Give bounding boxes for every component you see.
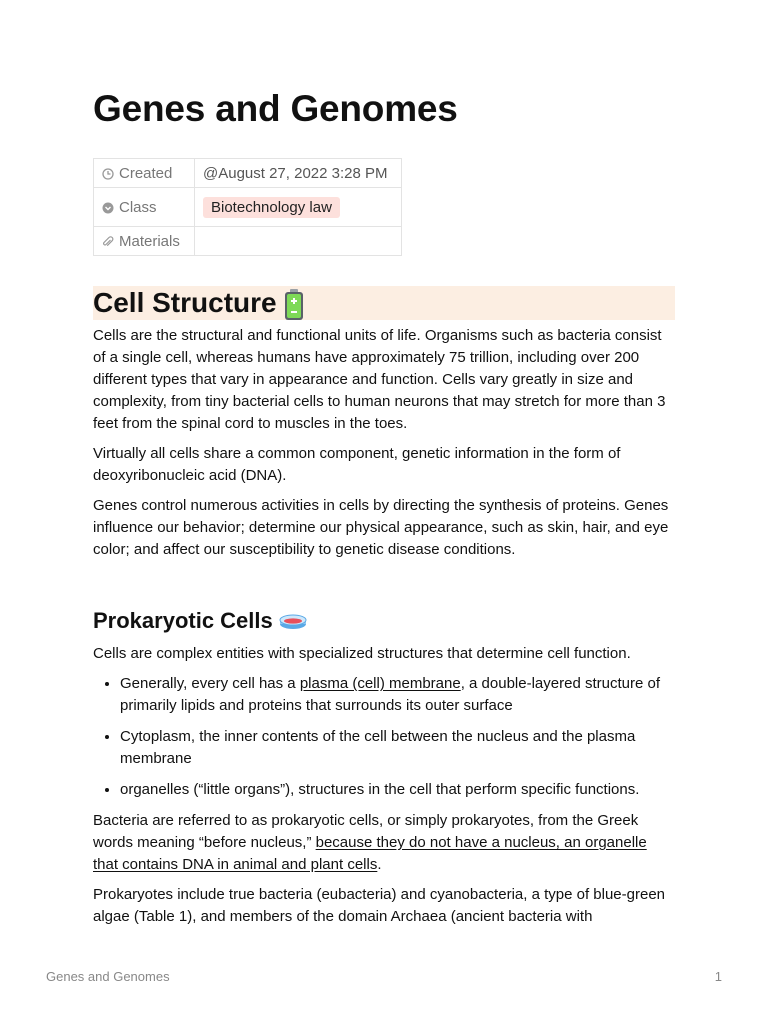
petri-dish-emoji-icon: [279, 614, 307, 630]
property-key-label: Materials: [119, 232, 180, 250]
section-heading-text: Cell Structure: [93, 287, 277, 318]
section-heading-band: [93, 286, 675, 320]
property-key-label: Created: [119, 164, 173, 182]
paragraph: Virtually all cells share a common component, genetic information in the form of deoxyribonucleic acid (DNA).: [93, 445, 621, 484]
list-item-text: , a double-layered structure of primarily lipids and proteins that surrounds its outer surface: [120, 675, 660, 714]
battery-emoji-icon: [284, 289, 304, 321]
select-icon: [102, 202, 114, 214]
property-key: [94, 227, 195, 256]
section-cell-structure-body: [93, 325, 675, 569]
paragraph-text: Bacteria are referred to as prokaryotic cells, or simply prokaryotes, from the Greek words meaning “before nucleus,”: [93, 812, 639, 851]
list-item: [120, 726, 675, 770]
property-row-created: [94, 159, 402, 188]
list-item: [120, 673, 675, 717]
property-value-class[interactable]: [195, 188, 402, 227]
property-row-class: [94, 188, 402, 227]
property-key-label: Class: [119, 198, 157, 216]
section-prokaryotic-cells-body: [93, 643, 675, 936]
paperclip-icon: [102, 236, 114, 248]
footer-title: Genes and Genomes: [46, 969, 170, 984]
paragraph: Cells are the structural and functional units of life. Organisms such as bacteria consist of a single cell, whereas humans have approximately 75 trillion, including over 200 different types that vary in appearance and function. Cells vary greatly in size and complexity, from tiny bacterial cells to human neurons that may stretch for more than 3 feet from the spinal cord to muscles in the toes.: [93, 327, 666, 432]
list-item-text: Generally, every cell has a: [120, 675, 300, 692]
list-item-text: Cytoplasm, the inner contents of the cell between the nucleus and the plasma membrane: [120, 728, 636, 767]
class-tag[interactable]: Biotechnology law: [203, 197, 340, 218]
section-heading-prokaryotic-cells: [93, 608, 307, 634]
bullet-list: [93, 673, 675, 801]
property-key: [94, 188, 195, 227]
underlined-text: plasma (cell) membrane: [299, 675, 461, 692]
paragraph: Genes control numerous activities in cells by directing the synthesis of proteins. Genes influence our behavior; determine our physical appearance, such as skin, hair, and eye color; and affect our susceptibility to genetic disease conditions.: [93, 497, 669, 558]
paragraph: [93, 810, 675, 876]
property-value-materials[interactable]: [195, 227, 402, 256]
list-item-text: organelles (“little organs”), structures in the cell that perform specific functions.: [120, 781, 640, 798]
paragraph: Cells are complex entities with specialized structures that determine cell function.: [93, 645, 631, 662]
property-value-created[interactable]: @August 27, 2022 3:28 PM: [195, 159, 402, 188]
property-row-materials: [94, 227, 402, 256]
property-key: [94, 159, 195, 188]
underlined-text: because they do not have a nucleus, an organelle that contains DNA in animal and plant cells: [93, 834, 647, 873]
paragraph: Prokaryotes include true bacteria (eubacteria) and cyanobacteria, a type of blue-green algae (Table 1), and members of the domain Archaea (ancient bacteria with: [93, 886, 665, 925]
properties-table: [93, 158, 402, 256]
paragraph-text: .: [377, 856, 382, 873]
page-title: Genes and Genomes: [93, 88, 458, 129]
section-heading-cell-structure: [93, 286, 675, 321]
footer-page-number: 1: [714, 969, 722, 984]
section-heading-text: Prokaryotic Cells: [93, 608, 273, 633]
clock-icon: [102, 168, 114, 180]
list-item: [120, 779, 675, 801]
